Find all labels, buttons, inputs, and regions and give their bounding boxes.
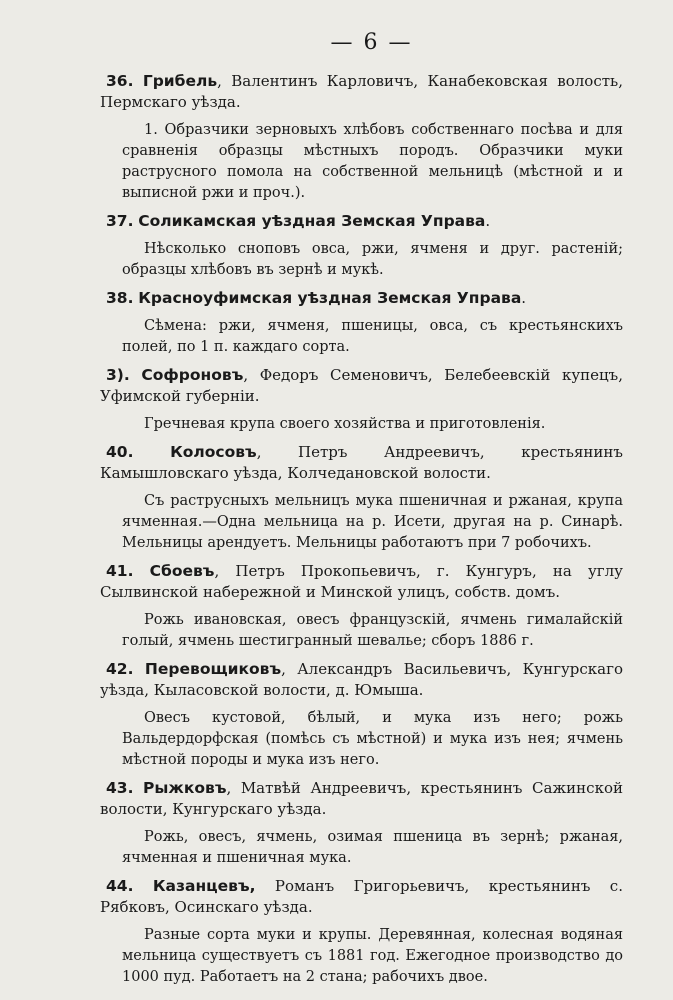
entry-details: , Валентинъ Карловичъ, Канабековская волость, Пермскаго уѣзда. <box>100 72 623 111</box>
entry-heading <box>100 211 623 232</box>
entry-37 <box>100 211 623 281</box>
entry-39 <box>100 365 623 435</box>
page-number: — 6 — <box>330 30 413 55</box>
entry-details: , Матвѣй Андреевичъ, крестьянинъ Сажинской волости, Кунгурскаго уѣзда. <box>100 779 623 818</box>
entry-body: Рожь, овесъ, ячмень, озимая пшеница въ зернѣ; ржаная, ячменная и пшеничная мука. <box>122 829 623 866</box>
entry-name: Соликамская уѣздная Земская Управа <box>138 212 486 230</box>
entry-body: Рожь ивановская, овесъ французскій, ячмень гималайскій голый, ячмень шестигранный шевалье; сборъ 1886 г. <box>122 612 623 649</box>
entry-details: . <box>485 212 491 230</box>
entry-number: 41. <box>106 562 134 580</box>
entry-number: 42. <box>106 660 134 678</box>
entry-body: 1. Образчики зерновыхъ хлѣбовъ собственнаго посѣва и для сравненія образцы мѣстныхъ породъ. Образчики муки раструсного помола на собственной мельницѣ (мѣстной и и выписной ржи и проч.). <box>122 122 623 201</box>
entry-heading <box>100 288 623 309</box>
entry-details: , Александръ Васильевичъ, Кунгурскаго уѣзда, Кыласовской волости, д. Юмыша. <box>100 660 623 699</box>
entry-38 <box>100 288 623 358</box>
entry-43 <box>100 778 623 869</box>
entry-body: Нѣсколько сноповъ овса, ржи, ячменя и друг. растеній; образцы хлѣбовъ въ зернѣ и мукѣ. <box>122 241 623 278</box>
entry-40 <box>100 442 623 554</box>
entry-details: , Петръ Андреевичъ, крестьянинъ Камышловскаго уѣзда, Колчедановской волости. <box>100 443 623 482</box>
entry-42 <box>100 659 623 771</box>
entry-heading <box>100 778 623 820</box>
entry-heading <box>100 561 623 603</box>
entry-number: 37. <box>106 212 134 230</box>
entry-heading <box>100 659 623 701</box>
entry-name: Колосовъ <box>170 443 257 461</box>
entry-number: 43. <box>106 779 134 797</box>
entry-number: 38. <box>106 289 134 307</box>
entry-name: Софроновъ <box>141 366 244 384</box>
entry-body: Съ раструсныхъ мельницъ мука пшеничная и ржаная, крупа ячменная.—Одна мельница на р. Исети, другая на р. Синарѣ. Мельницы арендуетъ. Мельницы работаютъ при 7 робочихъ. <box>122 493 623 551</box>
entry-heading <box>100 442 623 484</box>
entry-name: Грибель <box>142 72 218 90</box>
entry-name: Казанцевъ, <box>152 877 256 895</box>
entry-name: Сбоевъ <box>149 562 215 580</box>
entry-number: 36. <box>106 72 134 90</box>
entry-name: Рыжковъ <box>143 779 227 797</box>
entry-heading <box>100 365 623 407</box>
entry-details: , Петръ Прокопьевичъ, г. Кунгуръ, на углу Сылвинской набережной и Минской улицъ, собств. домъ. <box>100 562 623 601</box>
entry-44 <box>100 876 623 988</box>
entry-body: Овесъ кустовой, бѣлый, и мука изъ него; рожь Вальдердорфская (помѣсь съ мѣстной) и мука изъ нея; ячмень мѣстной породы и мука изъ него. <box>122 710 623 768</box>
entry-heading <box>100 876 623 918</box>
entry-heading <box>100 71 623 113</box>
entry-body: Разные сорта муки и крупы. Деревянная, колесная водяная мельница существуетъ съ 1881 год. Ежегодное производство до 1000 пуд. Работаетъ на 2 стана; рабочихъ двое. <box>122 927 623 985</box>
entry-body: Сѣмена: ржи, ячменя, пшеницы, овса, съ крестьянскихъ полей, по 1 п. каждаго сорта. <box>122 318 623 355</box>
entry-details: , Федоръ Семеновичъ, Белебеевскій купецъ, Уфимской губерніи. <box>100 366 623 405</box>
entry-number: 44. <box>106 877 134 895</box>
entry-name: Перевощиковъ <box>144 660 282 678</box>
entry-36 <box>100 71 623 204</box>
entry-details: . <box>521 289 527 307</box>
entry-number: 3). <box>106 366 130 384</box>
entry-name: Красноуфимская уѣздная Земская Управа <box>138 289 522 307</box>
entry-details: Романъ Григорьевичъ, крестьянинъ с. Рябковъ, Осинскаго уѣзда. <box>100 877 623 916</box>
entry-number: 40. <box>106 443 134 461</box>
entry-41 <box>100 561 623 652</box>
entry-body: Гречневая крупа своего хозяйства и приготовленія. <box>144 416 546 432</box>
